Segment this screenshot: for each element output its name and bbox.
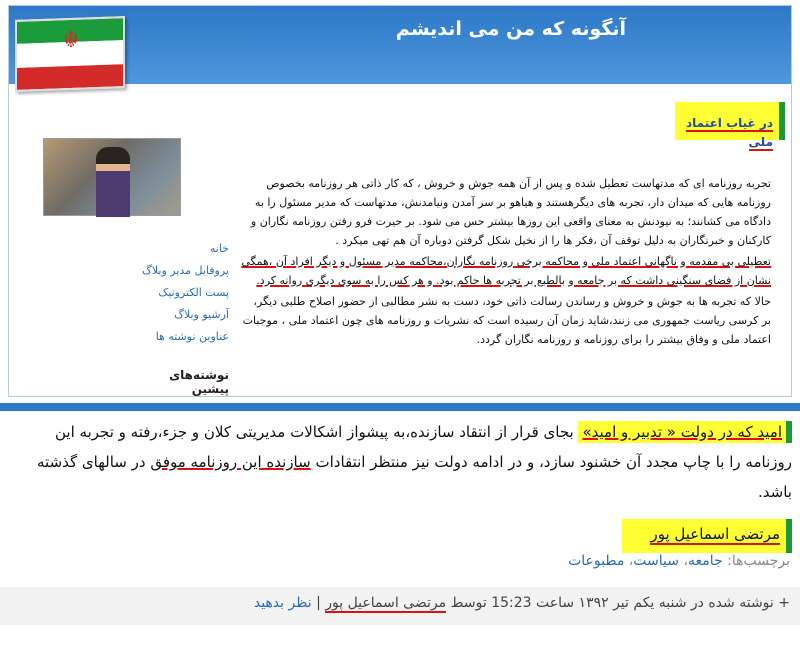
comment-link[interactable]: نظر بدهید	[253, 595, 312, 611]
post-heading	[675, 102, 785, 149]
separator	[0, 403, 800, 411]
sidebar-item-archive[interactable]: آرشیو وبلاگ	[174, 308, 229, 321]
post-footer	[0, 587, 800, 625]
sidebar-item-profile[interactable]: پروفایل مدیر وبلاگ	[141, 264, 229, 277]
post-continuation	[0, 411, 800, 649]
sidebar-item-home[interactable]: خانه	[209, 242, 229, 255]
continuation-text-end: در سالهای گذشته باشد.	[37, 453, 792, 501]
blog-sidebar	[129, 238, 229, 396]
posted-text: نوشته شده در شنبه یکم تیر ۱۳۹۲ ساعت 15:23 توسط	[450, 595, 774, 611]
post-body	[241, 174, 771, 351]
blog-header	[9, 6, 791, 84]
highlight-phrase: امید که در دولت « تدبیر و امید»	[578, 421, 792, 443]
post-paragraph-2: تعطیلی بی مقدمه و ناگهانی اعتماد ملی و محاکمه برخی روزنامه نگاران،محاکمه مدیر مسئول و دیگر افراد آن ،همگی نشان از فضای سنگینی داشت که بر جامعه و بالطبع بر تجربه ها حاکم بود. و هر کس را به سوی دیگری روانه کرد.	[241, 255, 771, 287]
plus-icon: +	[778, 595, 790, 611]
author-name: مرتضی اسماعیل پور	[650, 525, 780, 543]
sidebar-item-email[interactable]: پست الکترونیک	[158, 286, 229, 299]
iran-flag-icon: ☬	[15, 16, 125, 92]
sidebar-item-post-titles[interactable]: عناوین نوشته ها	[155, 330, 229, 343]
author-photo	[43, 138, 181, 216]
sidebar-section-title: نوشته‌های پیشین	[169, 368, 229, 396]
post-paragraph-3: حالا که تجربه ها به جوش و خروش و رساندن رسالت ذاتی خود، دست به نشر مطالبی از حضور اصلاح طلبی دیگر، بر کرسی ریاست جمهوری می زنند،شاید زمان آن رسیده است که نشریات و روزنامه های چون اعتماد ملی ، موجبات اعتماد ملی و وفاق بیشتر را برای روزنامه و روزنامه نگاران گردد.	[242, 295, 771, 346]
tag-press[interactable]: مطبوعات	[568, 553, 625, 569]
post-paragraph-1: تجربه روزنامه ای که مدتهاست تعطیل شده و پس از آن همه جوش و خروش ، که کار ذاتی هر روزنامه بخصوص روزنامه هایی که میدان دار، تجربه های دیگرهستند و هیاهو بر سر آمدن ونیامدنش، مدتهاست که مدیر مسئول را به دادگاه می کشانند؛ به نیودنش به معنای واقعی این روزها بیشتر حس می شود. بر حیرت فرو رفتن روزنامه نگاران و کارکنان و خبرنگاران به دلیل توقف آن ،فکر ها را از نخیل شکل گرفتن دوباره آن هم تهی میکرد .	[250, 177, 771, 247]
continuation-text	[8, 417, 792, 507]
footer-divider: |	[316, 595, 321, 611]
post-heading-text[interactable]: در غیاب اعتماد ملی	[686, 116, 773, 149]
author-signature	[622, 519, 792, 553]
posted-by[interactable]: مرتضی اسماعیل پور	[325, 595, 447, 611]
tags-row: برچسب‌ها: جامعه، سیاست، مطبوعات	[568, 553, 790, 569]
blog-panel	[8, 5, 792, 397]
tag-politics[interactable]: سیاست	[633, 553, 679, 569]
tags-label: برچسب‌ها:	[727, 553, 790, 569]
underlined-phrase: سازنده این روزنامه موفق	[150, 453, 311, 471]
continuation-text-body: بجای قرار از انتقاد سازنده،به پیشواز اشکالات مدیریتی کلان و جزء،رفته و تجربه این روزنامه را با چاپ مجدد آن خشنود سازد، و در ادامه دولت نیز منتظر انتقادات	[55, 423, 792, 471]
blog-title[interactable]: آنگونه که من می اندیشم	[395, 18, 627, 40]
tag-society[interactable]: جامعه	[687, 553, 723, 569]
